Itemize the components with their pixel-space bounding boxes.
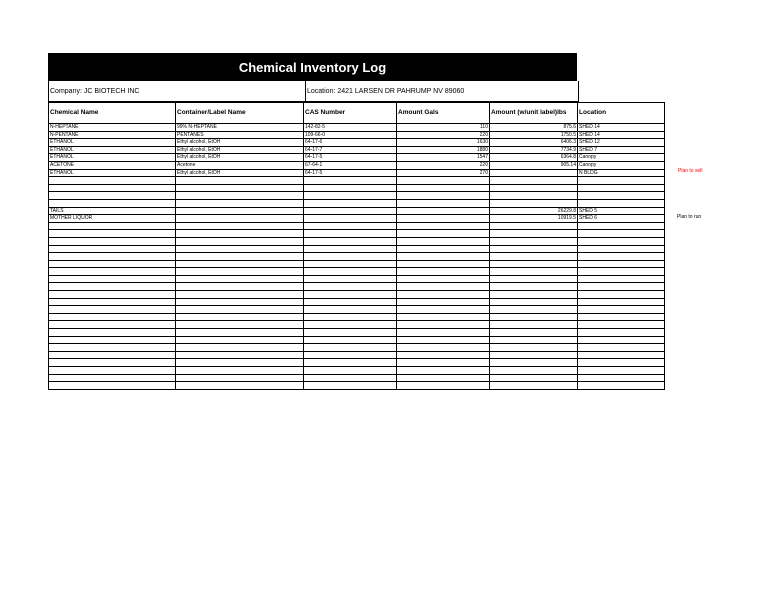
location-cell[interactable] <box>578 184 665 192</box>
table-row <box>49 124 665 132</box>
cas-number-cell[interactable] <box>304 336 397 344</box>
cas-number-cell[interactable] <box>304 344 397 352</box>
amount-lbs-cell[interactable] <box>490 298 578 306</box>
amount-gals-cell[interactable] <box>397 321 490 329</box>
cas-number-cell[interactable] <box>304 367 397 375</box>
table-row <box>49 154 665 162</box>
inventory-table <box>48 102 665 390</box>
table-row <box>49 275 665 283</box>
amount-gals-cell[interactable] <box>397 283 490 291</box>
chemical-name-cell[interactable] <box>49 268 176 276</box>
container-label-cell[interactable]: Ethyl alcohol, EtOH <box>176 154 304 162</box>
chemical-name-cell[interactable] <box>49 336 176 344</box>
note-plan-to-run[interactable]: Plan to run <box>677 214 702 220</box>
cas-number-cell[interactable] <box>304 184 397 192</box>
amount-lbs-cell[interactable] <box>490 230 578 238</box>
table-row <box>49 268 665 276</box>
location-cell[interactable] <box>578 329 665 337</box>
amount-lbs-cell[interactable] <box>490 192 578 200</box>
amount-lbs-cell[interactable]: 6364.8 <box>490 154 578 162</box>
amount-gals-cell[interactable] <box>397 177 490 185</box>
cas-number-cell[interactable] <box>304 177 397 185</box>
amount-lbs-cell[interactable] <box>490 177 578 185</box>
location-cell[interactable] <box>578 177 665 185</box>
amount-gals-cell[interactable] <box>397 329 490 337</box>
amount-gals-cell[interactable] <box>397 344 490 352</box>
container-label-cell[interactable]: PENTANES <box>176 131 304 139</box>
chemical-name-cell[interactable] <box>49 291 176 299</box>
table-body <box>49 124 665 390</box>
container-label-cell[interactable] <box>176 260 304 268</box>
amount-lbs-cell[interactable]: 7734.9 <box>490 146 578 154</box>
container-label-cell[interactable] <box>176 222 304 230</box>
amount-lbs-cell[interactable] <box>490 351 578 359</box>
amount-gals-cell[interactable] <box>397 230 490 238</box>
location-cell[interactable] <box>578 275 665 283</box>
chemical-name-cell[interactable]: MOTHER LIQUOR <box>49 215 176 223</box>
chemical-name-cell[interactable] <box>49 253 176 261</box>
table-row <box>49 222 665 230</box>
amount-gals-cell[interactable] <box>397 374 490 382</box>
amount-lbs-cell[interactable] <box>490 374 578 382</box>
table-row <box>49 253 665 261</box>
cas-number-cell[interactable] <box>304 222 397 230</box>
table-row <box>49 283 665 291</box>
location-cell[interactable] <box>578 336 665 344</box>
cas-number-cell[interactable] <box>304 192 397 200</box>
chemical-name-cell[interactable]: N-HEPTANE <box>49 124 176 132</box>
table-row <box>49 374 665 382</box>
amount-lbs-cell[interactable]: 10919.5 <box>490 215 578 223</box>
location-cell[interactable] <box>578 306 665 314</box>
info-row <box>48 81 579 102</box>
container-label-cell[interactable] <box>176 184 304 192</box>
header-location[interactable]: Location <box>578 103 665 124</box>
chemical-name-cell[interactable] <box>49 260 176 268</box>
cas-number-cell[interactable] <box>304 329 397 337</box>
container-label-cell[interactable] <box>176 359 304 367</box>
table-row <box>49 161 665 169</box>
amount-lbs-cell[interactable] <box>490 329 578 337</box>
location-cell[interactable]: SHED 6 <box>578 215 665 223</box>
location-cell[interactable] <box>578 344 665 352</box>
note-plan-to-sell[interactable]: Plan to sell <box>678 168 703 174</box>
amount-lbs-cell[interactable] <box>490 344 578 352</box>
container-label-cell[interactable] <box>176 230 304 238</box>
cas-number-cell[interactable] <box>304 268 397 276</box>
table-row <box>49 169 665 177</box>
chemical-name-cell[interactable]: N-PENTANE <box>49 131 176 139</box>
header-row <box>49 103 665 124</box>
location-cell[interactable] <box>578 253 665 261</box>
amount-lbs-cell[interactable] <box>490 283 578 291</box>
table-row <box>49 184 665 192</box>
container-label-cell[interactable] <box>176 268 304 276</box>
amount-lbs-cell[interactable]: 26229.8 <box>490 207 578 215</box>
table-row <box>49 336 665 344</box>
location-cell[interactable] <box>578 245 665 253</box>
amount-lbs-cell[interactable] <box>490 291 578 299</box>
location-cell[interactable] <box>578 321 665 329</box>
container-label-cell[interactable]: 99% N-HEPTANE <box>176 124 304 132</box>
container-label-cell[interactable] <box>176 253 304 261</box>
container-label-cell[interactable] <box>176 298 304 306</box>
chemical-name-cell[interactable] <box>49 199 176 207</box>
chemical-name-cell[interactable] <box>49 184 176 192</box>
location-cell[interactable]: Canopy <box>578 161 665 169</box>
container-label-cell[interactable] <box>176 344 304 352</box>
container-label-cell[interactable] <box>176 275 304 283</box>
location-cell[interactable] <box>578 291 665 299</box>
table-row <box>49 177 665 185</box>
table-row <box>49 298 665 306</box>
chemical-name-cell[interactable]: ACETONE <box>49 161 176 169</box>
container-label-cell[interactable] <box>176 321 304 329</box>
chemical-name-cell[interactable] <box>49 177 176 185</box>
location-cell[interactable]: Location: 2421 LARSEN DR PAHRUMP NV 89060 <box>305 81 578 101</box>
amount-lbs-cell[interactable]: 875.6 <box>490 124 578 132</box>
container-label-cell[interactable] <box>176 207 304 215</box>
amount-lbs-cell[interactable] <box>490 184 578 192</box>
location-cell[interactable] <box>578 230 665 238</box>
chemical-name-cell[interactable] <box>49 374 176 382</box>
amount-gals-cell[interactable] <box>397 268 490 276</box>
location-cell[interactable] <box>578 298 665 306</box>
chemical-name-cell[interactable] <box>49 321 176 329</box>
table-row <box>49 146 665 154</box>
header-amount-lbs[interactable]: Amount (w/unit label)lbs <box>490 103 578 124</box>
table-row <box>49 230 665 238</box>
table-row <box>49 215 665 223</box>
location-cell[interactable] <box>578 222 665 230</box>
cas-number-cell[interactable] <box>304 359 397 367</box>
cas-number-cell[interactable]: 64-17-6 <box>304 139 397 147</box>
container-label-cell[interactable]: Acetone <box>176 161 304 169</box>
table-row <box>49 329 665 337</box>
amount-lbs-cell[interactable] <box>490 275 578 283</box>
table-row <box>49 260 665 268</box>
chemical-name-cell[interactable] <box>49 283 176 291</box>
chemical-name-cell[interactable] <box>49 306 176 314</box>
location-cell[interactable] <box>578 237 665 245</box>
container-label-cell[interactable] <box>176 374 304 382</box>
amount-gals-cell[interactable] <box>397 382 490 390</box>
header-amount-gals[interactable]: Amount Gals <box>397 103 490 124</box>
cas-number-cell[interactable]: 109-66-0 <box>304 131 397 139</box>
cas-number-cell[interactable]: 64-17-5 <box>304 169 397 177</box>
table-row <box>49 131 665 139</box>
location-cell[interactable] <box>578 260 665 268</box>
container-label-cell[interactable]: Ethyl alcohol, EtOH <box>176 139 304 147</box>
location-cell[interactable] <box>578 351 665 359</box>
location-cell[interactable]: Canopy <box>578 154 665 162</box>
cas-number-cell[interactable] <box>304 207 397 215</box>
location-cell[interactable]: SHED 5 <box>578 207 665 215</box>
chemical-name-cell[interactable] <box>49 298 176 306</box>
table-row <box>49 351 665 359</box>
cas-number-cell[interactable] <box>304 260 397 268</box>
cas-number-cell[interactable] <box>304 245 397 253</box>
amount-lbs-cell[interactable] <box>490 169 578 177</box>
table-row <box>49 139 665 147</box>
cas-number-cell[interactable]: 64-17-7 <box>304 146 397 154</box>
amount-gals-cell[interactable] <box>397 237 490 245</box>
amount-gals-cell[interactable] <box>397 306 490 314</box>
table-row <box>49 382 665 390</box>
chemical-name-cell[interactable] <box>49 245 176 253</box>
container-label-cell[interactable] <box>176 382 304 390</box>
chemical-name-cell[interactable] <box>49 275 176 283</box>
header-cas-number[interactable]: CAS Number <box>304 103 397 124</box>
amount-gals-cell[interactable]: 220 <box>397 161 490 169</box>
title-text: Chemical Inventory Log <box>238 59 387 75</box>
container-label-cell[interactable] <box>176 351 304 359</box>
cas-number-cell[interactable] <box>304 275 397 283</box>
location-cell[interactable] <box>578 268 665 276</box>
amount-lbs-cell[interactable] <box>490 313 578 321</box>
location-cell[interactable] <box>578 199 665 207</box>
amount-lbs-cell[interactable]: 1750.5 <box>490 131 578 139</box>
amount-gals-cell[interactable] <box>397 260 490 268</box>
location-cell[interactable] <box>578 313 665 321</box>
amount-gals-cell[interactable]: 220 <box>397 131 490 139</box>
table-row <box>49 359 665 367</box>
location-cell[interactable] <box>578 359 665 367</box>
cas-number-cell[interactable] <box>304 321 397 329</box>
chemical-name-cell[interactable]: ETHANOL <box>49 146 176 154</box>
container-label-cell[interactable] <box>176 329 304 337</box>
table-row <box>49 237 665 245</box>
header-container-label[interactable]: Container/Label Name <box>176 103 304 124</box>
cas-number-cell[interactable] <box>304 283 397 291</box>
amount-gals-cell[interactable] <box>397 351 490 359</box>
amount-lbs-cell[interactable]: 6406.3 <box>490 139 578 147</box>
container-label-cell[interactable] <box>176 199 304 207</box>
amount-lbs-cell[interactable] <box>490 367 578 375</box>
container-label-cell[interactable] <box>176 313 304 321</box>
container-label-cell[interactable] <box>176 283 304 291</box>
amount-gals-cell[interactable]: 1547 <box>397 154 490 162</box>
table-row <box>49 313 665 321</box>
amount-gals-cell[interactable] <box>397 253 490 261</box>
company-cell[interactable]: Company: JC BIOTECH INC <box>50 87 140 95</box>
chemical-name-cell[interactable]: TAILS <box>49 207 176 215</box>
table-row <box>49 199 665 207</box>
chemical-name-cell[interactable] <box>49 351 176 359</box>
location-cell[interactable] <box>578 367 665 375</box>
amount-gals-cell[interactable]: 1880 <box>397 146 490 154</box>
table-row <box>49 306 665 314</box>
chemical-name-cell[interactable]: ETHANOL <box>49 139 176 147</box>
amount-lbs-cell[interactable] <box>490 253 578 261</box>
chemical-name-cell[interactable] <box>49 192 176 200</box>
amount-lbs-cell[interactable] <box>490 245 578 253</box>
chemical-name-cell[interactable] <box>49 329 176 337</box>
chemical-name-cell[interactable] <box>49 222 176 230</box>
cas-number-cell[interactable] <box>304 237 397 245</box>
container-label-cell[interactable] <box>176 177 304 185</box>
chemical-name-cell[interactable] <box>49 367 176 375</box>
cas-number-cell[interactable] <box>304 215 397 223</box>
chemical-name-cell[interactable]: ETHANOL <box>49 154 176 162</box>
amount-gals-cell[interactable] <box>397 184 490 192</box>
cas-number-cell[interactable]: 67-64-1 <box>304 161 397 169</box>
amount-lbs-cell[interactable] <box>490 382 578 390</box>
amount-gals-cell[interactable] <box>397 298 490 306</box>
amount-gals-cell[interactable] <box>397 207 490 215</box>
container-label-cell[interactable] <box>176 215 304 223</box>
cas-number-cell[interactable] <box>304 291 397 299</box>
cas-number-cell[interactable] <box>304 230 397 238</box>
amount-gals-cell[interactable]: 110 <box>397 124 490 132</box>
amount-gals-cell[interactable] <box>397 291 490 299</box>
amount-gals-cell[interactable] <box>397 245 490 253</box>
amount-lbs-cell[interactable]: 905.14 <box>490 161 578 169</box>
amount-gals-cell[interactable]: 270 <box>397 169 490 177</box>
container-label-cell[interactable] <box>176 192 304 200</box>
amount-gals-cell[interactable] <box>397 275 490 283</box>
table-row <box>49 291 665 299</box>
header-chemical-name[interactable]: Chemical Name <box>49 103 176 124</box>
container-label-cell[interactable]: Ethyl alcohol, EtOH <box>176 169 304 177</box>
amount-lbs-cell[interactable] <box>490 222 578 230</box>
amount-gals-cell[interactable] <box>397 313 490 321</box>
location-cell[interactable] <box>578 192 665 200</box>
chemical-name-cell[interactable] <box>49 359 176 367</box>
table-row <box>49 207 665 215</box>
cas-number-cell[interactable] <box>304 199 397 207</box>
amount-lbs-cell[interactable] <box>490 336 578 344</box>
cas-number-cell[interactable] <box>304 306 397 314</box>
cas-number-cell[interactable] <box>304 374 397 382</box>
cas-number-cell[interactable] <box>304 298 397 306</box>
amount-lbs-cell[interactable] <box>490 306 578 314</box>
amount-gals-cell[interactable] <box>397 359 490 367</box>
container-label-cell[interactable] <box>176 306 304 314</box>
amount-gals-cell[interactable] <box>397 222 490 230</box>
amount-gals-cell[interactable]: 1630 <box>397 139 490 147</box>
cas-number-cell[interactable] <box>304 351 397 359</box>
amount-lbs-cell[interactable] <box>490 237 578 245</box>
amount-lbs-cell[interactable] <box>490 199 578 207</box>
container-label-cell[interactable] <box>176 367 304 375</box>
container-label-cell[interactable]: Ethyl alcohol, EtOH <box>176 146 304 154</box>
amount-gals-cell[interactable] <box>397 192 490 200</box>
table-row <box>49 321 665 329</box>
chemical-name-cell[interactable] <box>49 382 176 390</box>
location-cell[interactable] <box>578 382 665 390</box>
sheet-title <box>48 53 577 81</box>
cas-number-cell[interactable]: 142-82-5 <box>304 124 397 132</box>
inventory-sheet <box>48 53 664 390</box>
chemical-name-cell[interactable] <box>49 237 176 245</box>
cas-number-cell[interactable] <box>304 253 397 261</box>
amount-gals-cell[interactable] <box>397 367 490 375</box>
container-label-cell[interactable] <box>176 336 304 344</box>
chemical-name-cell[interactable] <box>49 313 176 321</box>
container-label-cell[interactable] <box>176 237 304 245</box>
location-cell[interactable]: N BLDG <box>578 169 665 177</box>
amount-gals-cell[interactable] <box>397 215 490 223</box>
cas-number-cell[interactable] <box>304 382 397 390</box>
amount-lbs-cell[interactable] <box>490 321 578 329</box>
table-row <box>49 192 665 200</box>
container-label-cell[interactable] <box>176 245 304 253</box>
amount-gals-cell[interactable] <box>397 199 490 207</box>
location-cell[interactable]: SHED 12 <box>578 139 665 147</box>
location-cell[interactable] <box>578 283 665 291</box>
table-row <box>49 344 665 352</box>
table-row <box>49 245 665 253</box>
chemical-name-cell[interactable]: ETHANOL <box>49 169 176 177</box>
table-row <box>49 367 665 375</box>
cas-number-cell[interactable] <box>304 313 397 321</box>
location-cell[interactable]: SHED 7 <box>578 146 665 154</box>
location-cell[interactable] <box>578 374 665 382</box>
location-cell[interactable]: SHED 14 <box>578 131 665 139</box>
cas-number-cell[interactable]: 64-17-5 <box>304 154 397 162</box>
location-cell[interactable]: SHED 14 <box>578 124 665 132</box>
amount-gals-cell[interactable] <box>397 336 490 344</box>
container-label-cell[interactable] <box>176 291 304 299</box>
chemical-name-cell[interactable] <box>49 344 176 352</box>
amount-lbs-cell[interactable] <box>490 359 578 367</box>
amount-lbs-cell[interactable] <box>490 260 578 268</box>
chemical-name-cell[interactable] <box>49 230 176 238</box>
amount-lbs-cell[interactable] <box>490 268 578 276</box>
